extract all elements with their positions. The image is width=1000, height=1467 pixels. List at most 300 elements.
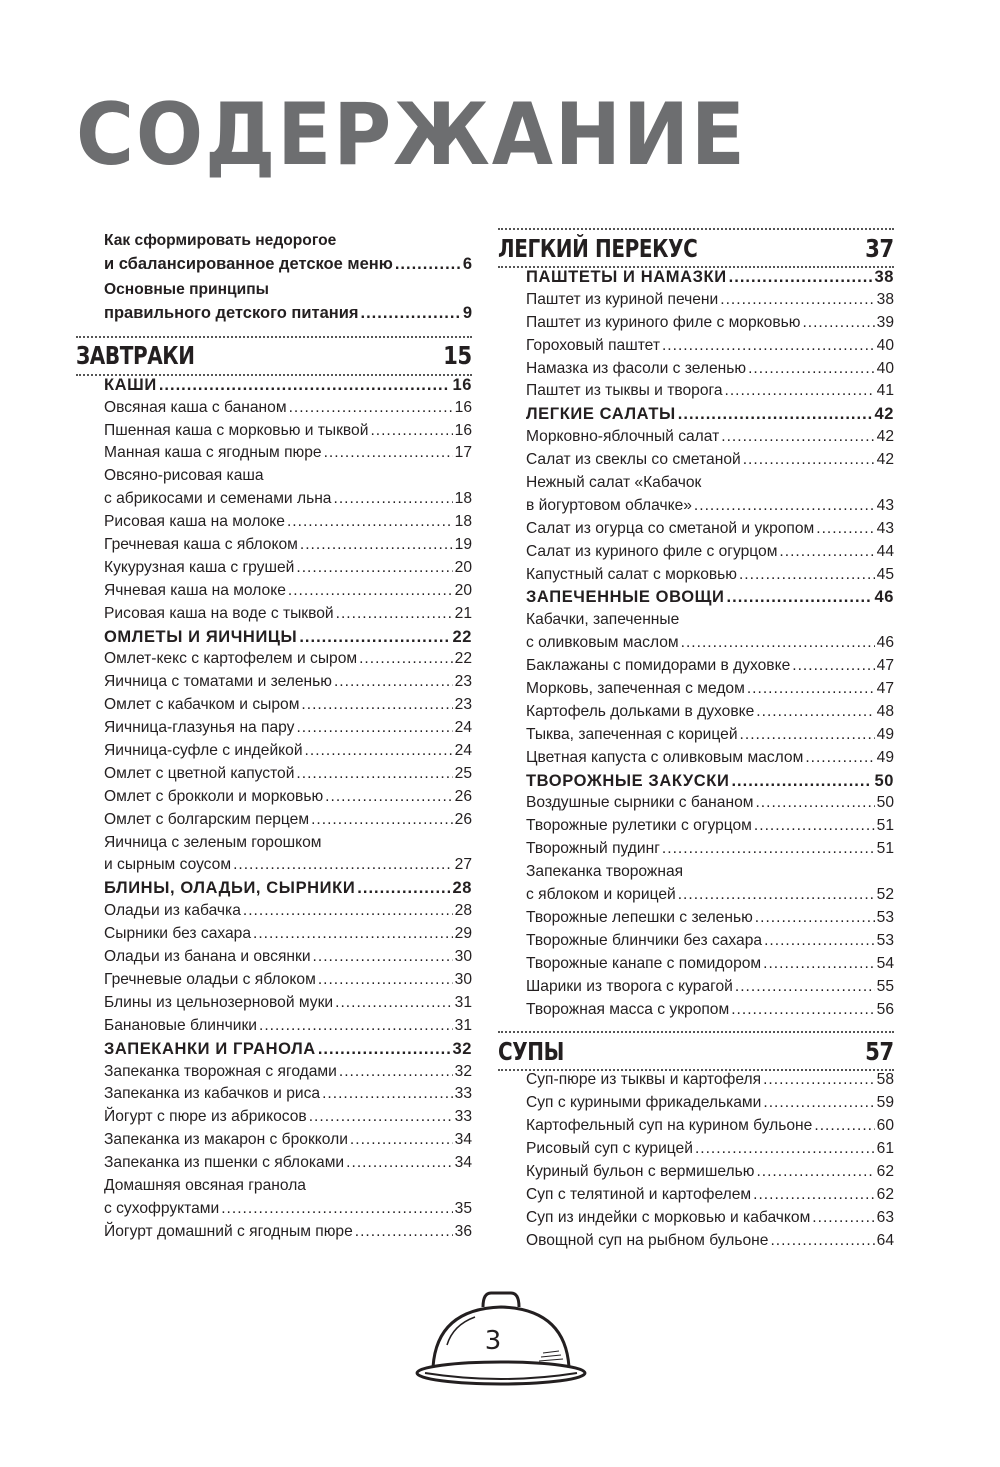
subsection-header [104,628,472,651]
toc-entry-row[interactable] [526,291,894,314]
toc-entry-title: Сырники без сахара [104,925,252,943]
section-header[interactable] [498,228,894,268]
toc-page-number: 17 [454,444,472,462]
toc-entry-title: Рисовая каша на воде с тыквой [104,604,334,622]
toc-page-number: 25 [454,764,472,782]
toc-entry[interactable] [526,337,894,360]
dot-leader [370,422,452,440]
toc-entry[interactable] [526,1001,894,1024]
toc-entry-title: Картофель дольками в духовке [526,702,755,720]
toc-page-number: 45 [876,565,894,583]
toc-entry-row[interactable] [104,788,472,811]
section-header[interactable] [76,336,472,376]
toc-entry-row[interactable] [104,925,472,948]
toc-entry-row[interactable] [104,948,472,971]
toc-entry-row[interactable] [104,582,472,605]
subsection-row[interactable] [526,268,894,291]
toc-entry-row[interactable] [526,680,894,703]
toc-entry-row[interactable] [104,811,472,834]
toc-entry-row[interactable] [526,886,894,909]
toc-entry-title: Омлет с кабачком и сыром [104,696,300,714]
subsection [76,1040,472,1246]
dot-leader [325,788,452,806]
toc-page-number: 33 [454,1085,472,1103]
toc-page-number: 62 [876,1185,894,1203]
dot-leader [296,765,452,783]
toc-entry[interactable] [526,1140,894,1163]
toc-entry-row[interactable] [526,657,894,680]
toc-entry[interactable] [104,948,472,971]
dot-leader [805,749,874,767]
toc-page-number: 58 [876,1071,894,1089]
toc-entry-row[interactable] [104,994,472,1017]
toc-entry[interactable] [104,582,472,605]
toc-entry-title: Омлет с цветной капустой [104,764,295,782]
toc-entry-row[interactable] [526,1140,894,1163]
toc-entry[interactable] [526,1186,894,1209]
dot-leader [763,1071,875,1089]
toc-entry-line: Кабачки, запеченные [526,611,680,629]
toc-page-number: 48 [876,702,894,720]
toc-entry-row[interactable] [526,360,894,383]
toc-entry-row[interactable] [526,1117,894,1140]
subsection-row[interactable] [104,879,472,902]
toc-entry-line: Нежный салат «Кабачок [526,474,702,492]
toc-page-number: 16 [452,375,472,394]
toc-entry-row[interactable] [104,1108,472,1131]
toc-page-number: 56 [876,1000,894,1018]
toc-page-number: 60 [876,1117,894,1135]
toc-entry[interactable] [104,1017,472,1040]
subsection [76,376,472,628]
dot-leader [322,1085,453,1103]
toc-entry[interactable] [526,1117,894,1140]
toc-section [76,336,472,1246]
toc-entry[interactable] [526,955,894,978]
toc-entry[interactable] [104,605,472,628]
toc-entry-row[interactable] [526,703,894,726]
toc-entry[interactable] [526,1163,894,1186]
toc-entry-title: Творожные лепешки с зеленью [526,908,753,926]
toc-entry-row[interactable] [526,749,894,772]
toc-entry-row[interactable] [104,422,472,445]
subsection [76,879,472,1039]
dot-leader [333,490,452,508]
dot-leader [747,680,875,698]
toc-entry-title: Запеканка из пшенки с яблоками [104,1154,345,1172]
toc-entry-title: Манная каша с ягодным пюре [104,444,322,462]
subsection-header [104,376,472,399]
toc-entry-line: Основные принципы [104,280,269,298]
toc-entry-row[interactable] [526,978,894,1001]
toc-page-number: 23 [454,696,472,714]
toc-entry[interactable] [104,902,472,925]
toc-entry-row[interactable] [526,1232,894,1255]
toc-entry[interactable] [104,513,472,536]
dot-leader [288,582,453,600]
toc-entry-row[interactable] [526,955,894,978]
dot-leader [755,794,874,812]
intro-entries [76,232,472,330]
toc-entry[interactable] [526,360,894,383]
dot-leader [336,605,453,623]
toc-page-number: 19 [454,536,472,554]
dot-leader [725,382,875,400]
dot-leader [289,399,453,417]
toc-entry-row[interactable] [526,497,894,520]
toc-entry-title: Творожная масса с укропом [526,1000,730,1018]
toc-page-number: 31 [454,993,472,1011]
toc-entry-row[interactable] [526,909,894,932]
toc-entry[interactable] [104,673,472,696]
toc-entry-title: Гречневая каша с яблоком [104,536,298,554]
toc-entry-title: Запеканка из макарон с брокколи [104,1131,348,1149]
toc-entry[interactable] [104,925,472,948]
toc-entry[interactable] [104,834,472,880]
toc-entry-title: Суп-пюре из тыквы и картофеля [526,1071,762,1089]
toc-entry-row[interactable] [104,559,472,582]
dot-leader [296,719,452,737]
toc-entry-title: Творожные рулетики с огурцом [526,817,752,835]
dot-leader [318,971,453,989]
toc-entry[interactable] [526,794,894,817]
toc-entry[interactable] [526,817,894,840]
toc-entry-row[interactable] [526,566,894,589]
dot-leader [748,360,875,378]
toc-entry-row[interactable] [526,817,894,840]
toc-entry-title: Морковно-яблочный салат [526,428,720,446]
page-title: СОДЕРЖАНИЕ [76,85,747,185]
dot-leader [721,428,874,446]
toc-entry[interactable] [104,1085,472,1108]
intro-entry[interactable] [104,232,472,281]
toc-entry[interactable] [104,765,472,788]
dot-leader [681,634,875,652]
toc-entry-row[interactable] [104,971,472,994]
dot-leader [296,559,452,577]
toc-entry-row[interactable] [526,428,894,451]
toc-section [498,1031,894,1254]
toc-page-number: 16 [454,421,472,439]
subsection-row[interactable] [104,376,472,399]
toc-entry[interactable] [526,543,894,566]
dot-leader [233,856,453,874]
toc-entry[interactable] [526,749,894,772]
toc-entry-title: и сбалансированное детское меню [104,254,393,273]
subsection [498,1071,894,1254]
dot-leader [764,932,875,950]
section-header[interactable] [498,1031,894,1071]
toc-entry-title: Картофельный суп на курином бульоне [526,1117,813,1135]
toc-entry-row[interactable] [104,304,472,330]
toc-entry[interactable] [526,520,894,543]
toc-entry-title: Суп из индейки с морковью и кабачком [526,1208,811,1226]
toc-page-number: 24 [454,719,472,737]
toc-page-number: 22 [452,627,472,646]
toc-page-number: 34 [454,1131,472,1149]
toc-entry-line: Овсяно-рисовая каша [104,467,264,485]
toc-entry[interactable] [526,611,894,657]
toc-entry-row[interactable] [104,673,472,696]
toc-entry[interactable] [104,742,472,765]
subsection-row[interactable] [526,588,894,611]
toc-entry[interactable] [104,399,472,422]
subsection-title: ПАШТЕТЫ И НАМАЗКИ [526,268,727,286]
toc-entry-row[interactable] [104,765,472,788]
toc-entry-row[interactable] [104,1223,472,1246]
toc-entry-row[interactable] [526,932,894,955]
toc-entry-title: Морковь, запеченная с медом [526,680,745,698]
toc-entry-title: Пшенная каша с морковью и тыквой [104,421,369,439]
toc-page-number: 55 [876,977,894,995]
toc-entry-row[interactable] [526,1094,894,1117]
subsection-row[interactable] [104,628,472,651]
toc-entry-row[interactable] [104,696,472,719]
dot-leader [335,994,453,1012]
toc-entry-row[interactable] [526,1001,894,1024]
toc-entry[interactable] [104,1154,472,1177]
dot-leader [755,909,875,927]
toc-entry[interactable] [104,1131,472,1154]
section-page: 57 [865,1036,894,1066]
dot-leader [678,405,873,424]
toc-entry-row[interactable] [104,1154,472,1177]
toc-entry-title: Намазка из фасоли с зеленью [526,359,747,377]
toc-page-number: 61 [876,1140,894,1158]
dot-leader [662,840,875,858]
toc-entry[interactable] [104,467,472,513]
dot-leader [695,1140,875,1158]
toc-entry[interactable] [526,703,894,726]
toc-page-number: 38 [876,290,894,308]
toc-entry-line: Домашняя овсяная гранола [104,1176,306,1194]
toc-entry-row[interactable] [526,840,894,863]
dot-leader [731,772,872,791]
section-title: ЛЕГКИЙ ПЕРЕКУС [498,233,698,263]
dot-leader [735,978,875,996]
dot-leader [334,673,453,691]
dot-leader [756,1163,874,1181]
toc-entry-row[interactable] [104,490,472,513]
toc-entry-title: Гороховый паштет [526,336,660,354]
dot-leader [359,650,453,668]
toc-entry-row[interactable] [526,1209,894,1232]
toc-page-number: 50 [876,794,894,812]
toc-entry-row[interactable] [104,1063,472,1086]
dot-leader [395,255,461,274]
toc-page-number: 50 [874,771,894,790]
toc-entry-title: с абрикосами и семенами льна [104,490,332,508]
toc-page-number: 28 [452,879,472,898]
toc-entry-row[interactable] [104,255,472,281]
toc-entry-title: Блины из цельнозерновой муки [104,993,334,1011]
toc-entry[interactable] [526,566,894,589]
toc-entry-title: Омлет-кекс с картофелем и сыром [104,650,358,668]
toc-entry-title: Овсяная каша с бананом [104,398,287,416]
toc-page-number: 49 [876,748,894,766]
toc-entry-row[interactable] [526,451,894,474]
toc-entry-row[interactable] [526,543,894,566]
toc-page-number: 24 [454,742,472,760]
toc-entry-row[interactable] [104,902,472,925]
toc-entry[interactable] [104,1177,472,1223]
toc-entry-title: с яблоком и корицей [526,886,676,904]
subsection-title: ЛЕГКИЕ САЛАТЫ [526,405,676,424]
dot-leader [324,444,453,462]
toc-page-number: 39 [876,313,894,331]
toc-entry-row[interactable] [104,513,472,536]
toc-page-number: 63 [876,1208,894,1226]
toc-entry[interactable] [526,1094,894,1117]
toc-entry-row[interactable] [526,1186,894,1209]
toc-page-number: 35 [454,1199,472,1217]
subsection-title: КАШИ [104,375,157,394]
toc-entry-title: правильного детского питания [104,303,359,322]
toc-entry[interactable] [104,444,472,467]
toc-entry[interactable] [526,863,894,909]
toc-entry[interactable] [104,811,472,834]
toc-entry-title: Шарики из творога с курагой [526,977,733,995]
page-number: 3 [484,1326,502,1356]
toc-entry[interactable] [104,1223,472,1246]
toc-page-number: 59 [876,1094,894,1112]
section-page: 15 [443,341,472,371]
dot-leader [300,536,453,554]
toc-entry[interactable] [104,788,472,811]
toc-page-number: 46 [876,634,894,652]
toc-entry[interactable] [526,909,894,932]
toc-entry[interactable] [526,1209,894,1232]
toc-page-number: 18 [454,490,472,508]
toc-entry-row[interactable] [104,1131,472,1154]
toc-entry-row[interactable] [104,399,472,422]
toc-page-number: 44 [876,542,894,560]
toc-entry-row[interactable] [104,719,472,742]
toc-page-number: 27 [454,856,472,874]
toc-entry[interactable] [526,474,894,520]
toc-entry[interactable] [526,680,894,703]
toc-entry-row[interactable] [526,337,894,360]
toc-page-number: 62 [876,1162,894,1180]
dot-leader [350,1131,453,1149]
toc-entry-row[interactable] [526,1071,894,1094]
toc-entry[interactable] [526,428,894,451]
toc-entry-row[interactable] [526,1163,894,1186]
toc-entry[interactable] [526,451,894,474]
toc-entry-row[interactable] [104,1017,472,1040]
toc-entry-row[interactable] [104,742,472,765]
toc-entry[interactable] [104,971,472,994]
toc-entry-title: Суп с телятиной и картофелем [526,1185,752,1203]
toc-entry-title: Омлет с болгарским перцем [104,810,310,828]
toc-entry-line: Запеканка творожная [526,863,684,881]
toc-page-number: 40 [876,359,894,377]
toc-page-number: 32 [454,1062,472,1080]
dot-leader [753,1186,875,1204]
dot-leader [763,955,875,973]
toc-page-number: 20 [454,558,472,576]
toc-entry[interactable] [104,559,472,582]
toc-entry[interactable] [104,1108,472,1131]
toc-entry[interactable] [104,1063,472,1086]
toc-entry-row[interactable] [104,650,472,673]
toc-page-number: 51 [876,840,894,858]
toc-entry[interactable] [104,422,472,445]
toc-entry[interactable] [526,978,894,1001]
dot-leader [814,1117,874,1135]
toc-entry-row[interactable] [104,444,472,467]
subsection-row[interactable] [526,405,894,428]
toc-entry-row[interactable] [104,1085,472,1108]
toc-entry[interactable] [526,1071,894,1094]
toc-column-right [498,222,894,1255]
toc-entry-title: Тыква, запеченная с корицей [526,725,738,743]
toc-page-number: 42 [876,428,894,446]
toc-entry[interactable] [104,994,472,1017]
toc-page-number: 6 [462,254,472,273]
toc-page-number: 32 [452,1039,472,1058]
toc-entry-row[interactable] [526,382,894,405]
toc-entry[interactable] [526,726,894,749]
toc-entry-row[interactable] [526,726,894,749]
subsection-row[interactable] [104,1040,472,1063]
toc-entry[interactable] [104,696,472,719]
toc-entry-title: Яичница-глазунья на пару [104,719,295,737]
dot-leader [259,1017,453,1035]
toc-entry[interactable] [104,536,472,559]
toc-entry-row[interactable] [104,1200,472,1223]
toc-entry-row[interactable] [104,536,472,559]
dot-leader [740,726,875,744]
toc-entry[interactable] [526,840,894,863]
toc-entry[interactable] [104,650,472,673]
toc-entry[interactable] [526,291,894,314]
toc-entry-title: Оладьи из банана и овсянки [104,948,311,966]
toc-entry-row[interactable] [526,314,894,337]
toc-page-number: 43 [876,519,894,537]
toc-page-number: 40 [876,336,894,354]
subsection-row[interactable] [526,772,894,795]
toc-entry[interactable] [526,1232,894,1255]
toc-entry-title: Капустный салат с морковью [526,565,737,583]
toc-entry-row[interactable] [104,605,472,628]
toc-page-number: 46 [874,588,894,607]
toc-entry-row[interactable] [526,634,894,657]
subsection [76,628,472,880]
toc-section [498,228,894,1023]
toc-entry[interactable] [526,314,894,337]
toc-entry[interactable] [526,932,894,955]
subsection [498,772,894,1024]
toc-entry-row[interactable] [526,520,894,543]
dot-leader [159,376,451,395]
dot-leader [662,337,875,355]
toc-entry-title: Суп с куриными фрикадельками [526,1094,762,1112]
toc-entry[interactable] [526,657,894,680]
intro-entry[interactable] [104,281,472,330]
toc-entry[interactable] [104,719,472,742]
toc-entry-title: Йогурт домашний с ягодным пюре [104,1222,353,1240]
toc-entry-title: Овощной суп на рыбном бульоне [526,1231,769,1249]
toc-page-number: 36 [454,1222,472,1240]
toc-page-number: 23 [454,673,472,691]
toc-page-number: 30 [454,970,472,988]
toc-page-number: 42 [876,451,894,469]
toc-entry[interactable] [526,382,894,405]
toc-page-number: 52 [876,886,894,904]
toc-entry-row[interactable] [104,856,472,879]
toc-entry-row[interactable] [526,794,894,817]
